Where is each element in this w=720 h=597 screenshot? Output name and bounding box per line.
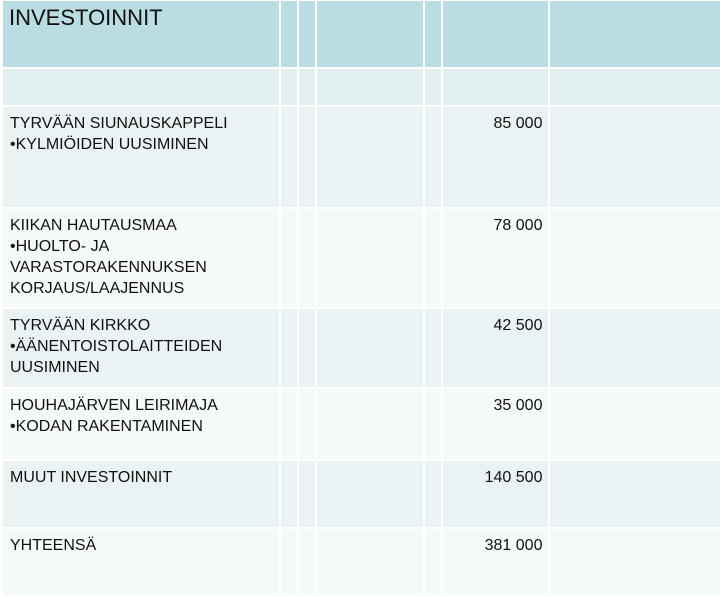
header-cell [281, 1, 297, 67]
table-row [3, 107, 720, 207]
item-description [3, 209, 279, 307]
item-line: •ÄÄNENTOISTOLAITTEIDEN [10, 338, 223, 355]
item-line: •HUOLTO- JA [10, 238, 110, 255]
item-line: •KYLMIÖIDEN UUSIMINEN [10, 136, 209, 153]
header-cell [299, 1, 315, 67]
item-description [3, 107, 279, 207]
item-line: MUUT INVESTOINNIT [10, 469, 173, 486]
item-amount: 78 000 [443, 209, 548, 307]
item-description [3, 389, 279, 459]
item-description [3, 461, 279, 527]
header-cell [550, 1, 720, 67]
table-title: INVESTOINNIT [3, 1, 279, 67]
item-amount: 140 500 [443, 461, 548, 527]
table-row [3, 389, 720, 459]
header-cell [443, 1, 548, 67]
item-line: KORJAUS/LAAJENNUS [10, 280, 185, 297]
item-line: TYRVÄÄN SIUNAUSKAPPELI [10, 115, 228, 132]
header-row [3, 1, 720, 67]
item-line: VARASTORAKENNUKSEN [10, 259, 207, 276]
item-line: HOUHAJÄRVEN LEIRIMAJA [10, 397, 218, 414]
item-line: TYRVÄÄN KIRKKO [10, 317, 151, 334]
item-line: •KODAN RAKENTAMINEN [10, 418, 203, 435]
item-amount: 85 000 [443, 107, 548, 207]
item-amount: 42 500 [443, 309, 548, 387]
item-line: YHTEENSÄ [10, 537, 97, 554]
subheader-row [3, 69, 720, 105]
item-amount: 35 000 [443, 389, 548, 459]
table-row [3, 209, 720, 307]
header-cell [317, 1, 423, 67]
total-amount: 381 000 [443, 529, 548, 595]
total-row [3, 529, 720, 595]
investment-table [1, 0, 720, 597]
table-row [3, 309, 720, 387]
item-line: KIIKAN HAUTAUSMAA [10, 217, 177, 234]
table-row [3, 461, 720, 527]
item-description [3, 309, 279, 387]
item-line: UUSIMINEN [10, 359, 100, 376]
total-label [3, 529, 279, 595]
header-cell [425, 1, 441, 67]
